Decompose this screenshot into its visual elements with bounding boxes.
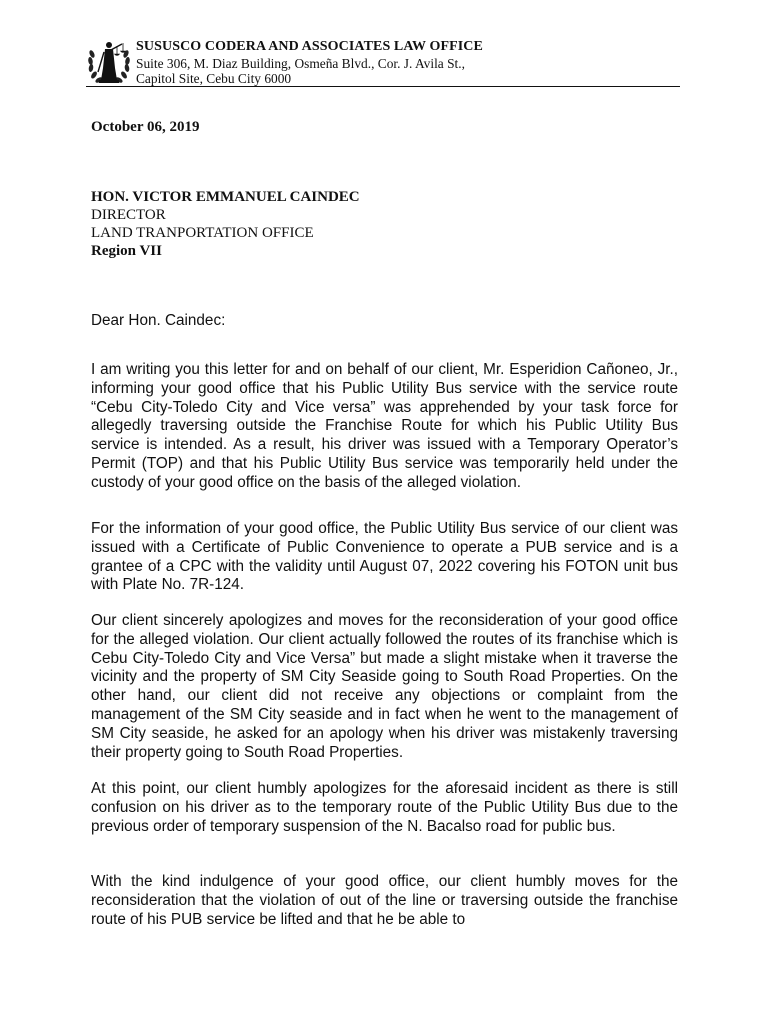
letter-date: October 06, 2019	[91, 119, 200, 135]
letterhead	[86, 38, 680, 88]
body-paragraph: With the kind indulgence of your good office, our client humbly moves for the reconsideration that the violation of out of the line or traversing outside the franchise route of his PUB service be lifted and that he be able to	[91, 873, 678, 928]
body-paragraph: At this point, our client humbly apologizes for the aforesaid incident as there is still confusion on his driver as to the temporary route of the Public Utility Bus due to the previous order of temporary suspension of the N. Bacalso road for public bus.	[91, 780, 678, 835]
body-paragraph: I am writing you this letter for and on behalf of our client, Mr. Esperidion Cañoneo, Jr., informing your good office that his Public Utility Bus service with the service route “Cebu City-Toledo City and Vice versa” was apprehended by your task force for allegedly traversing outside the Franchise Route for which his Public Utility Bus service is intended. As a result, his driver was issued with a Temporary Operator’s Permit (TOP) and that his Public Utility Bus service was temporarily held under the custody of your good office on the basis of the alleged violation.	[91, 361, 678, 491]
recipient-name: HON. VICTOR EMMANUEL CAINDEC	[91, 189, 360, 205]
salutation: Dear Hon. Caindec:	[91, 312, 226, 329]
recipient-title: DIRECTOR	[91, 207, 166, 223]
firm-name: SUSUSCO CODERA AND ASSOCIATES LAW OFFICE	[136, 39, 483, 54]
body-paragraph: Our client sincerely apologizes and moves for the reconsideration of your good office for the alleged violation. Our client actually followed the routes of its franchise which is Cebu City-Toledo City and Vice Versa” but made a slight mistake when it traverse the vicinity and the property of SM City Seaside going to South Road Properties. On the other hand, our client did not receive any objections or complaint from the management of the SM City seaside and in fact when he went to the management of SM City seaside, he asked for an apology when his driver was mistakenly traversing their property going to South Road Properties.	[91, 612, 678, 761]
body-paragraph: For the information of your good office, the Public Utility Bus service of our client was issued with a Certificate of Public Convenience to operate a PUB service and is a grantee of a CPC with the validity until August 07, 2022 covering his FOTON unit bus with Plate No. 7R-124.	[91, 520, 678, 594]
scales-of-justice-laurel-icon	[86, 38, 132, 86]
recipient-region: Region VII	[91, 243, 162, 259]
recipient-office: LAND TRANPORTATION OFFICE	[91, 225, 314, 241]
letterhead-divider	[86, 86, 680, 87]
firm-address-line1: Suite 306, M. Diaz Building, Osmeña Blvd., Cor. J. Avila St.,	[136, 56, 465, 71]
firm-address-line2: Capitol Site, Cebu City 6000	[136, 71, 292, 86]
